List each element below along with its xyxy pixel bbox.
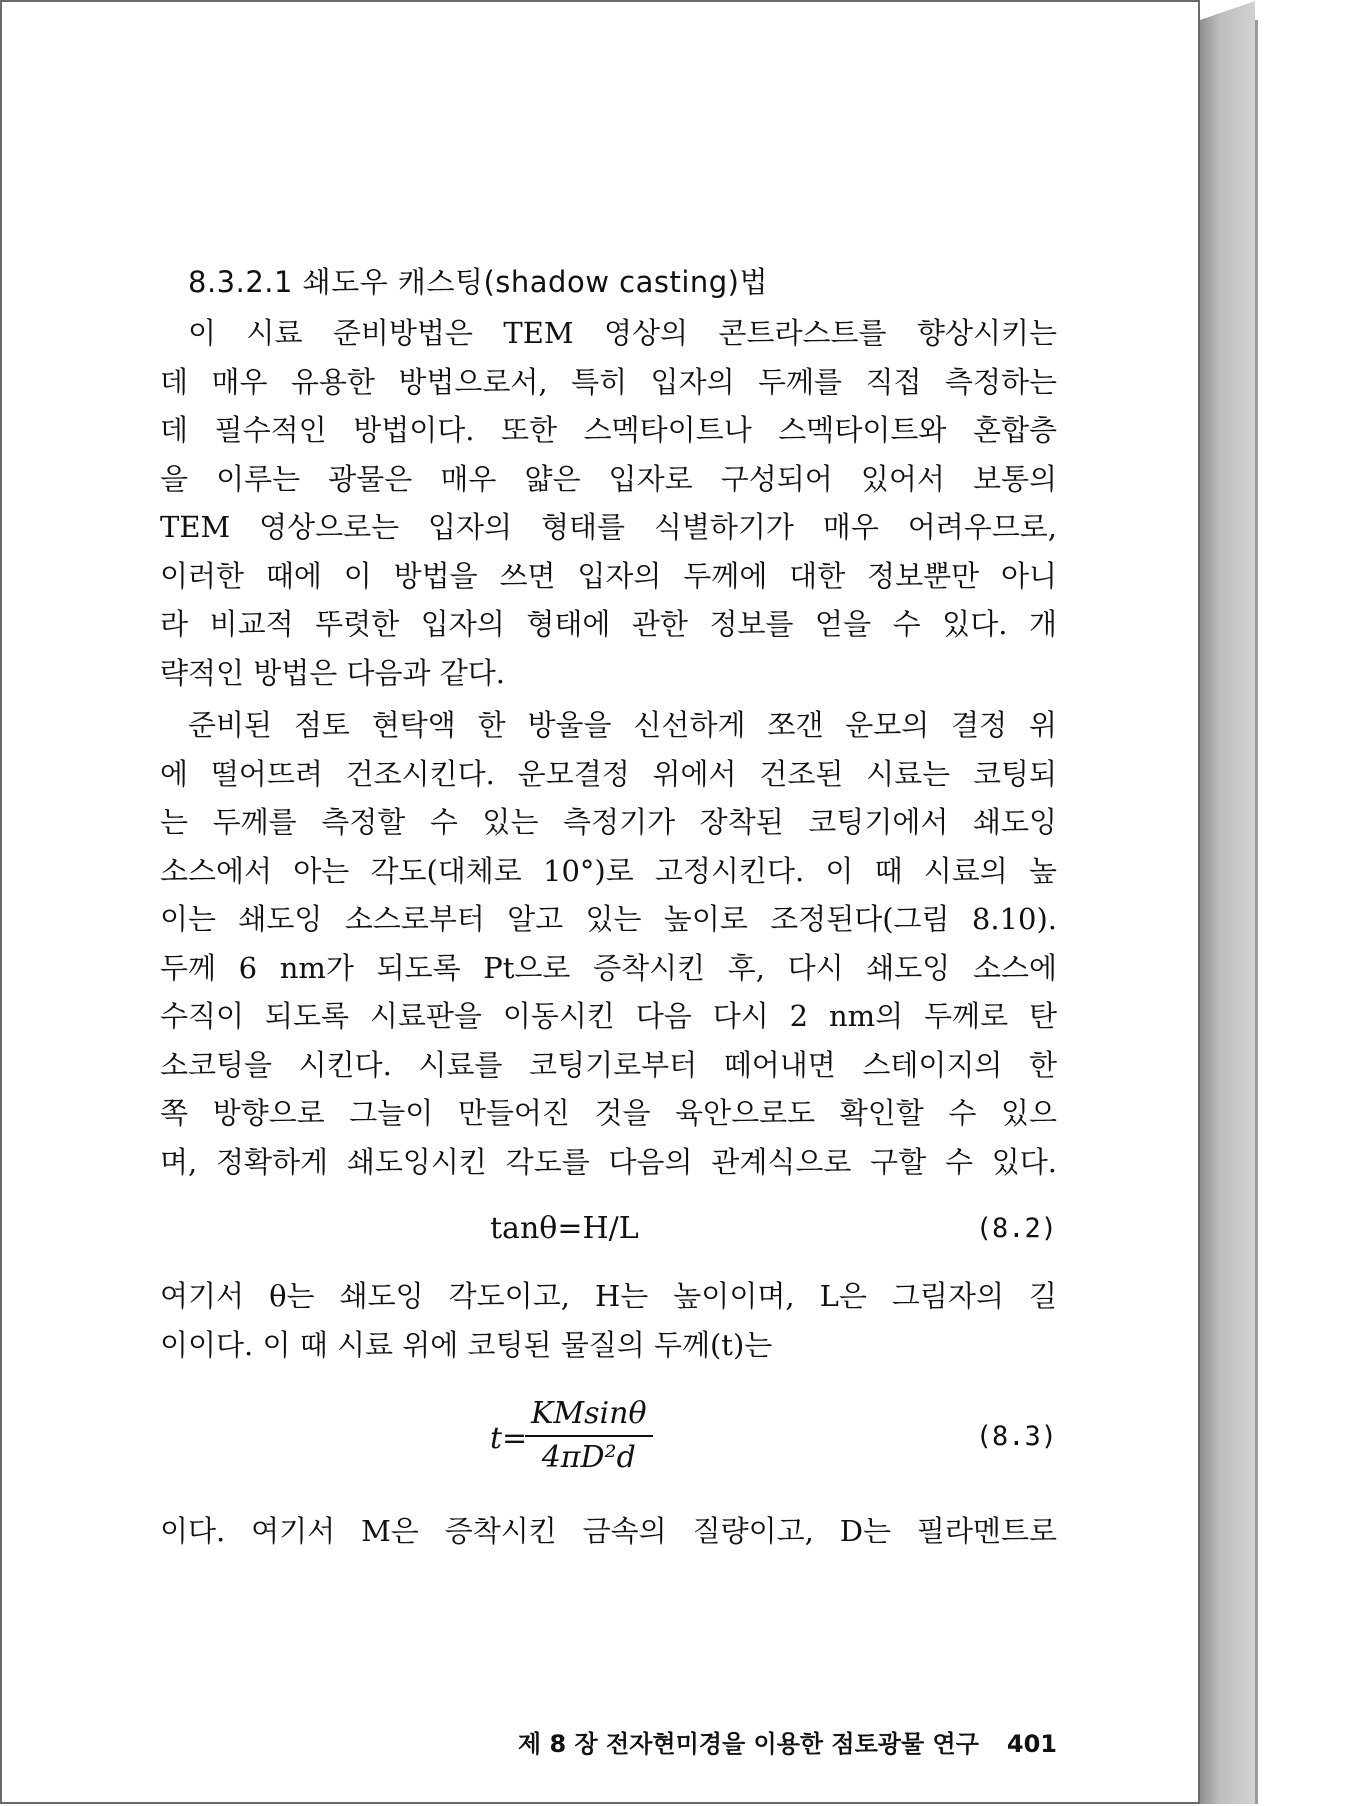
text-line: 소코팅을 시킨다. 시료를 코팅기로부터 떼어내면 스테이지의 한 <box>160 1047 1057 1082</box>
text-line: 데 필수적인 방법이다. 또한 스멕타이트나 스멕타이트와 혼합층 <box>160 413 1057 447</box>
text-line: TEM 영상으로는 입자의 형태를 식별하기가 매우 어려우므로, <box>160 510 1057 544</box>
text-line: 두께 6 nm가 되도록 Pt으로 증착시킨 후, 다시 쇄도잉 소스에 <box>160 950 1057 985</box>
text-line: 수직이 되도록 시료판을 이동시킨 다음 다시 2 nm의 두께로 탄 <box>160 999 1057 1033</box>
paragraph-3 <box>160 1272 1057 1369</box>
fraction-denominator: 4πD²d <box>541 1440 636 1475</box>
text-line: 쪽 방향으로 그늘이 만들어진 것을 육안으로도 확인할 수 있으 <box>160 1096 1057 1130</box>
paragraph-2 <box>160 701 1057 1186</box>
page-number: 401 <box>1006 1730 1057 1758</box>
text-line: 이는 쇄도잉 소스로부터 알고 있는 높이로 조정된다(그림 8.10). <box>160 902 1057 936</box>
chapter-title: 제 8 장 전자현미경을 이용한 점토광물 연구 <box>517 1730 979 1758</box>
text-line: 략적인 방법은 다음과 같다. <box>160 655 506 690</box>
fraction-numerator: KMsinθ <box>525 1395 653 1437</box>
equation-number: (8.3) <box>975 1421 1057 1452</box>
text-line: 이이다. 이 때 시료 위에 코팅된 물질의 두께(t)는 <box>160 1327 773 1362</box>
equation-lhs: t= <box>490 1421 528 1456</box>
text-line: 라 비교적 뚜렷한 입자의 형태에 관한 정보를 얻을 수 있다. 개 <box>160 607 1057 641</box>
text-line: 는 두께를 측정할 수 있는 측정기가 장착된 코팅기에서 쇄도잉 <box>160 805 1057 839</box>
text-line: 소스에서 아는 각도(대체로 10°)로 고정시킨다. 이 때 시료의 높 <box>160 853 1057 888</box>
book-edge-corner <box>1200 0 1258 20</box>
equation-number: (8.2) <box>975 1213 1057 1244</box>
book-edge <box>1200 0 1255 1804</box>
text-line: 데 매우 유용한 방법으로서, 특히 입자의 두께를 직접 측정하는 <box>160 364 1057 399</box>
text-line: 을 이루는 광물은 매우 얇은 입자로 구성되어 있어서 보통의 <box>160 461 1057 496</box>
text-line: 며, 정확하게 쇄도잉시킨 각도를 다음의 관계식으로 구할 수 있다. <box>160 1144 1057 1179</box>
book-edge-border <box>1255 20 1258 1804</box>
text-line: 이 시료 준비방법은 TEM 영상의 콘트라스트를 향상시키는 <box>188 316 1057 350</box>
equation-8-3 <box>160 1395 1057 1491</box>
section-heading: 8.3.2.1 쇄도우 캐스팅(shadow casting)법 <box>188 265 769 299</box>
text-line: 이러한 때에 이 방법을 쓰면 입자의 두께에 대한 정보뿐만 아니 <box>160 558 1057 593</box>
equation-expression: tanθ=H/L <box>490 1211 639 1246</box>
text-line: 준비된 점토 현탁액 한 방울을 신선하게 쪼갠 운모의 결정 위 <box>188 708 1057 742</box>
equation-8-2 <box>160 1202 1057 1256</box>
equation-fraction <box>525 1395 653 1477</box>
text-line: 여기서 θ는 쇄도잉 각도이고, H는 높이이며, L은 그림자의 길 <box>160 1279 1057 1313</box>
text-line: 이다. 여기서 M은 증착시킨 금속의 질량이고, D는 필라멘트로 <box>160 1514 1057 1548</box>
page-content <box>160 262 1057 1758</box>
paragraph-1 <box>160 309 1057 697</box>
running-footer <box>160 1724 1057 1759</box>
paragraph-4 <box>160 1507 1057 1556</box>
text-line: 에 떨어뜨려 건조시킨다. 운모결정 위에서 건조된 시료는 코팅되 <box>160 756 1057 791</box>
